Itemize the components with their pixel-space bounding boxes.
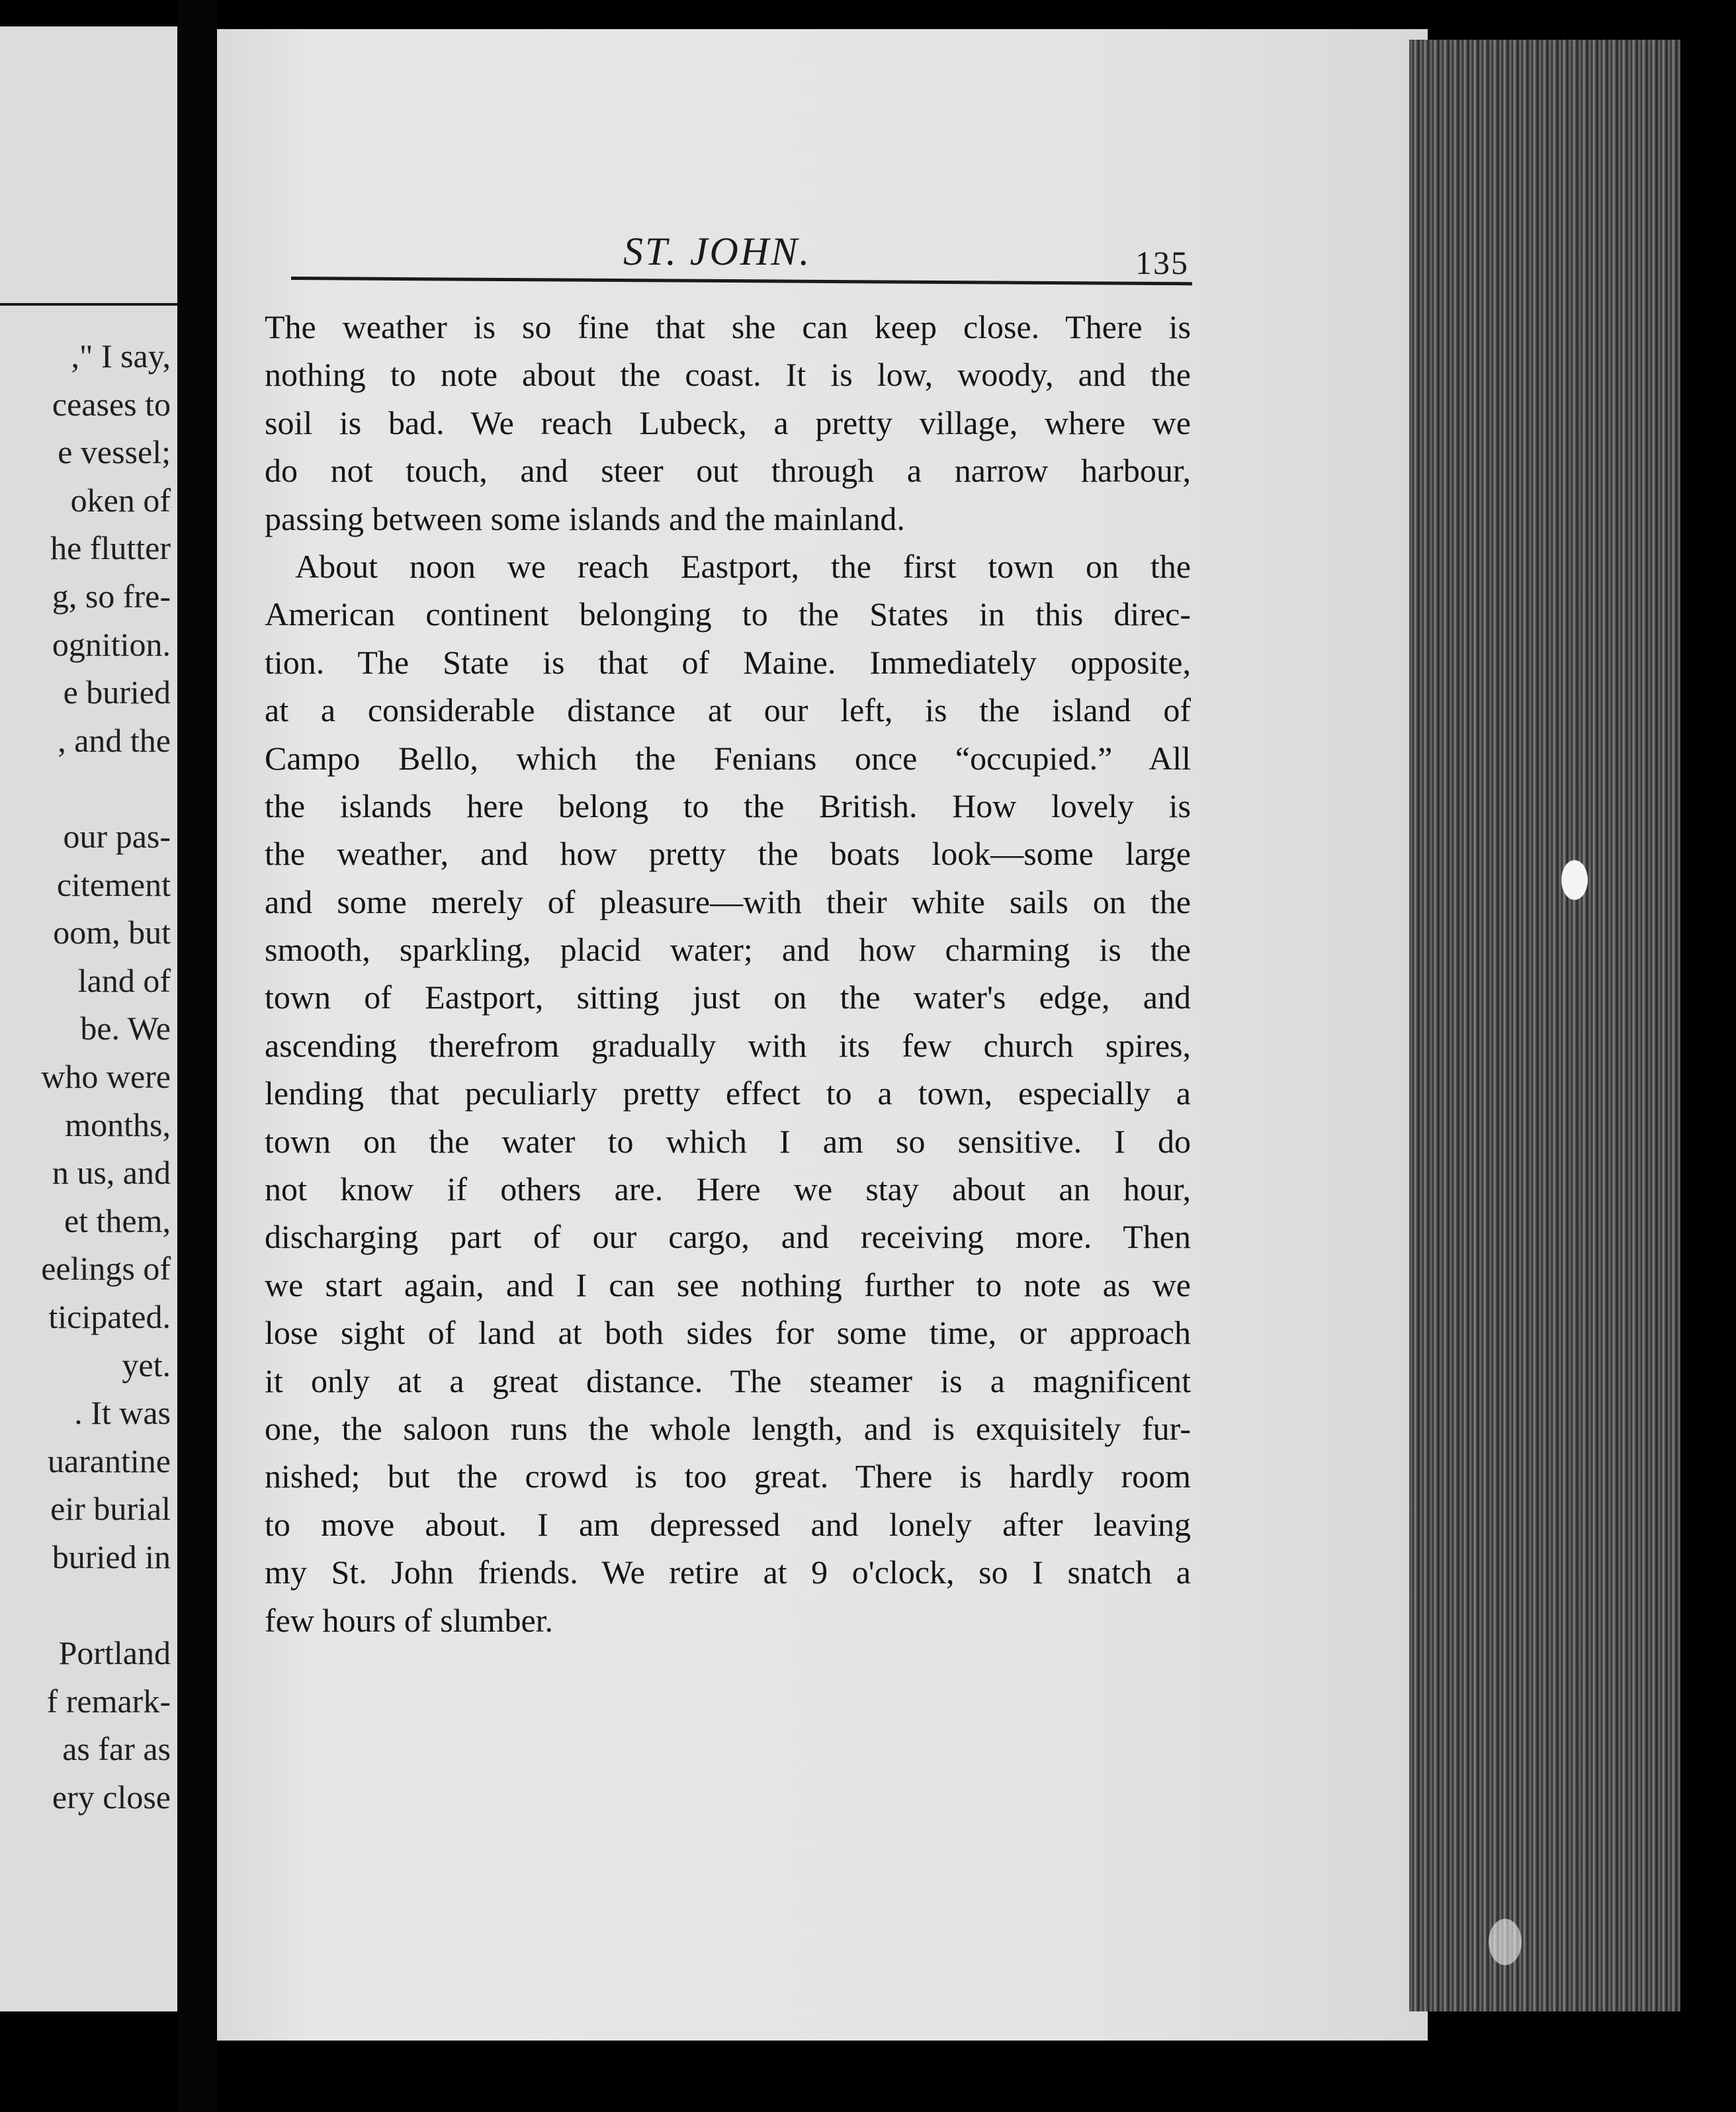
- text-line: do not touch, and steer out through a narrow harbour,: [265, 452, 1191, 490]
- left-page-line: months,: [65, 1106, 171, 1143]
- left-page-line: oom, but: [53, 914, 171, 951]
- left-page-header-rule: [0, 303, 177, 306]
- left-page-line: yet.: [122, 1346, 171, 1384]
- text-line: The weather is so fine that she can keep close. There is: [265, 308, 1191, 345]
- left-page-line: ceases to: [52, 385, 171, 423]
- text-line: not know if others are. Here we stay about an hour,: [265, 1170, 1191, 1208]
- text-line: Campo Bello, which the Fenians once “occupied.” All: [265, 739, 1191, 777]
- scan-blemish: [1489, 1919, 1522, 1965]
- left-page-line: n us, and: [52, 1154, 171, 1192]
- text-line: soil is bad. We reach Lubeck, a pretty village, where we: [265, 404, 1191, 441]
- text-line: to move about. I am depressed and lonely after leaving: [265, 1505, 1191, 1543]
- left-page-line: he flutter: [50, 529, 171, 567]
- text-line: few hours of slumber.: [265, 1601, 554, 1639]
- text-line: the weather, and how pretty the boats look—some large: [265, 835, 1191, 873]
- left-page-line: g, so fre-: [52, 578, 171, 615]
- left-page-line: uarantine: [47, 1442, 171, 1479]
- body-text: [265, 303, 1191, 1644]
- left-page-line: oken of: [70, 481, 171, 519]
- running-head: ST. JOHN.: [623, 230, 812, 273]
- text-line: we start again, and I can see nothing further to note as we: [265, 1266, 1191, 1303]
- text-line: lose sight of land at both sides for some time, or approach: [265, 1314, 1191, 1352]
- left-page-line: e vessel;: [58, 433, 171, 471]
- left-page-line: , and the: [58, 721, 171, 759]
- text-line: town on the water to which I am so sensitive. I do: [265, 1122, 1191, 1160]
- left-page-line: be. We: [80, 1010, 171, 1047]
- left-page-line: et them,: [64, 1202, 171, 1239]
- left-page-line: ticipated.: [48, 1298, 171, 1335]
- text-line: tion. The State is that of Maine. Immediately opposite,: [265, 643, 1191, 681]
- text-line: ascending therefrom gradually with its few church spires,: [265, 1026, 1191, 1064]
- text-line: at a considerable distance at our left, is the island of: [265, 691, 1191, 729]
- left-page-line: as far as: [62, 1730, 171, 1768]
- text-line: nothing to note about the coast. It is low, woody, and the: [265, 356, 1191, 394]
- text-line: discharging part of our cargo, and receiving more. Then: [265, 1218, 1191, 1256]
- text-line: passing between some islands and the mainland.: [265, 500, 905, 537]
- left-page-line: e buried: [63, 674, 171, 711]
- left-page-line: land of: [77, 961, 171, 999]
- left-page-line: buried in: [52, 1538, 171, 1575]
- text-line: American continent belonging to the States in this direc-: [265, 595, 1191, 633]
- book-gutter: [177, 0, 217, 2112]
- page-number: 135: [1135, 244, 1189, 281]
- left-page-line: eelings of: [41, 1250, 171, 1288]
- text-line: my St. John friends. We retire at 9 o'clock, so I snatch a: [265, 1554, 1191, 1591]
- left-page-line: . It was: [74, 1394, 171, 1432]
- scan-border: [1680, 0, 1736, 2112]
- text-line: one, the saloon runs the whole length, and is exquisitely fur-: [265, 1409, 1191, 1447]
- text-line: lending that peculiarly pretty effect to a town, especially a: [265, 1075, 1191, 1112]
- text-line: it only at a great distance. The steamer is a magnificent: [265, 1362, 1191, 1399]
- scan-blemish: [1561, 860, 1588, 900]
- left-page-line: ," I say,: [71, 337, 171, 374]
- left-page-line: ognition.: [52, 625, 171, 663]
- text-line: nished; but the crowd is too great. There is hardly room: [265, 1458, 1191, 1495]
- left-page-line: f remark-: [46, 1682, 171, 1720]
- text-line: smooth, sparkling, placid water; and how charming is the: [265, 931, 1191, 969]
- text-line: the islands here belong to the British. How lovely is: [265, 787, 1191, 824]
- left-page-line: our pas-: [63, 818, 171, 855]
- left-page-fragment: [0, 26, 177, 2011]
- left-page-line: who were: [41, 1058, 171, 1095]
- left-page-line: Portland: [58, 1634, 171, 1672]
- left-page-line: eir burial: [50, 1490, 171, 1528]
- page-edges: [1409, 40, 1680, 2011]
- text-line: town of Eastport, sitting just on the water's edge, and: [265, 979, 1191, 1016]
- left-page-line: citement: [56, 865, 171, 903]
- text-line: and some merely of pleasure—with their white sails on the: [265, 883, 1191, 920]
- text-line: About noon we reach Eastport, the first town on the: [295, 547, 1191, 585]
- left-page-line: ery close: [52, 1779, 171, 1816]
